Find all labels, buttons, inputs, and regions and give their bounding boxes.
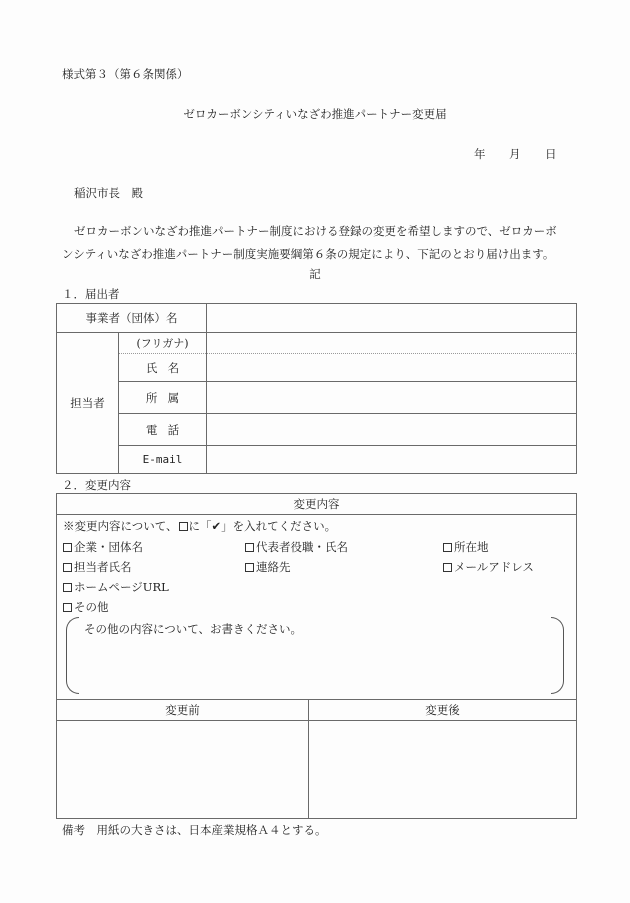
- checkbox-representative[interactable]: [245, 539, 348, 555]
- checkbox-label: 連絡先: [256, 560, 291, 574]
- furigana-label: (フリガナ): [136, 337, 189, 350]
- checkbox-contact-info[interactable]: [245, 559, 291, 575]
- date-month-label: 月: [509, 147, 521, 161]
- form-number: 様式第３（第６条関係）: [62, 67, 189, 81]
- section1-heading: １．届出者: [62, 287, 120, 301]
- checkbox-icon[interactable]: [245, 543, 254, 552]
- checkbox-icon[interactable]: [63, 603, 72, 612]
- checkbox-label: メールアドレス: [454, 560, 534, 574]
- checkbox-label: その他: [74, 600, 109, 614]
- section2-heading: ２．変更内容: [62, 478, 131, 492]
- checkbox-label: 企業・団体名: [74, 540, 143, 554]
- checkbox-label: 担当者氏名: [74, 560, 132, 574]
- checkbox-icon[interactable]: [443, 543, 452, 552]
- intro-line-2: ンシティいなざわ推進パートナー制度実施要綱第６条の規定により、下記のとおり届け出ます。: [62, 247, 555, 261]
- checkbox-icon[interactable]: [245, 563, 254, 572]
- email-label: E-mail: [142, 453, 183, 466]
- checkbox-address[interactable]: [443, 539, 489, 555]
- date-year-label: 年: [474, 147, 486, 161]
- checkbox-company-name[interactable]: [63, 539, 143, 555]
- contact-person-label: 担当者: [70, 396, 105, 410]
- affiliation-field[interactable]: [207, 382, 576, 413]
- after-field[interactable]: [309, 721, 576, 818]
- document-title: ゼロカーボンシティいなざわ推進パートナー変更届: [183, 107, 447, 121]
- before-field[interactable]: [57, 721, 308, 818]
- intro-line-1: ゼロカーボンいなざわ推進パートナー制度における登録の変更を希望しますので、ゼロカーボ: [74, 224, 557, 238]
- checkbox-icon[interactable]: [63, 583, 72, 592]
- org-name-field[interactable]: [207, 304, 576, 332]
- name-label: [119, 354, 206, 381]
- change-content-header: 変更内容: [293, 497, 340, 511]
- addressee: 稲沢市長 殿: [74, 186, 143, 200]
- other-prompt: その他の内容について、お書きください。: [84, 622, 303, 636]
- checkbox-label: 代表者役職・氏名: [256, 540, 348, 554]
- name-field[interactable]: [207, 354, 576, 381]
- before-header: 変更前: [165, 703, 200, 717]
- checkbox-contact-name[interactable]: [63, 559, 132, 575]
- affiliation-label-text: 所属: [145, 390, 190, 405]
- after-header: 変更後: [425, 703, 460, 717]
- furigana-field[interactable]: [207, 333, 576, 353]
- other-details-field[interactable]: [80, 636, 550, 690]
- instruction-text-post: に「✔」を入れてください。: [188, 519, 337, 533]
- affiliation-label: [119, 382, 206, 413]
- checkbox-label: ホームページURL: [74, 580, 169, 594]
- checkbox-homepage-url[interactable]: [63, 579, 169, 595]
- checkbox-icon[interactable]: [63, 563, 72, 572]
- phone-field[interactable]: [207, 414, 576, 445]
- ki-heading: 記: [309, 267, 321, 281]
- email-field[interactable]: [207, 446, 576, 473]
- instruction-text-pre: ※変更内容について、: [63, 519, 178, 533]
- checkbox-email[interactable]: [443, 559, 534, 575]
- checkbox-sample-icon: [179, 522, 188, 531]
- bracket-right-icon: [551, 617, 564, 694]
- date-day-label: 日: [545, 147, 557, 161]
- checkbox-icon[interactable]: [63, 543, 72, 552]
- org-name-label: 事業者（団体）名: [85, 311, 178, 325]
- checkbox-label: 所在地: [454, 540, 489, 554]
- check-instruction: [63, 518, 336, 534]
- checkbox-other[interactable]: [63, 599, 109, 615]
- note: 備考 用紙の大きさは、日本産業規格Ａ４とする。: [62, 823, 327, 837]
- checkbox-icon[interactable]: [443, 563, 452, 572]
- bracket-left-icon: [66, 617, 79, 694]
- phone-label: [119, 414, 206, 445]
- name-label-text: 氏名: [145, 360, 190, 375]
- phone-label-text: 電話: [145, 422, 190, 437]
